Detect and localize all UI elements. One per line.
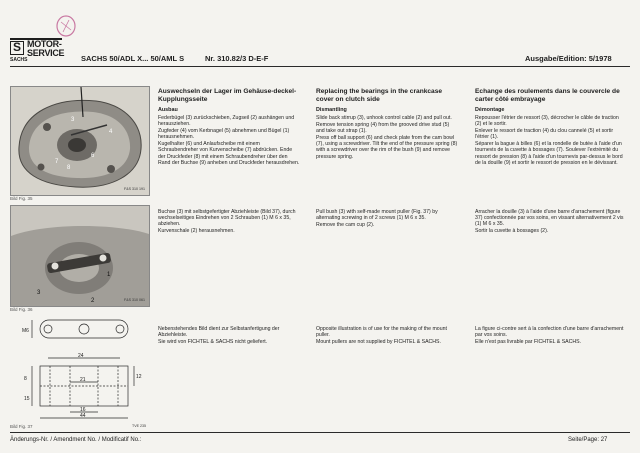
english-step-5: Remove the cam cup (2). <box>316 222 375 229</box>
french-step-2: Enlever le ressort de traction (4) du clou cannelé (5) et sortir l'étrier (1). <box>475 127 614 141</box>
english-step-2: Remove tension spring (4) from the grooved drive stud (5) and take out strap (1). <box>316 121 450 134</box>
german-column-3 <box>158 326 300 347</box>
french-step-3: Séparer la bague à billes (6) et la rondelle de butée à l'aide d'un tournevis de la cuvette à bossages (7). Soulever l'extrémité du ressort de pression (8) à l'aide d'un tournevis par-dessus le bord de la douille (9) et sortir le ressort de pression en le dévissant. <box>475 141 623 166</box>
svg-text:7: 7 <box>55 159 59 165</box>
english-note-2: Mount pullers are not supplied by FICHTEL & SACHS. <box>316 339 441 346</box>
figure-37-caption: Bild Fig. 37 <box>10 424 33 429</box>
french-column <box>475 88 625 167</box>
figure-35-photo <box>10 86 150 196</box>
german-note-1: Nebenstehendes Bild dient zur Selbstanfertigung der Abziehleiste. <box>158 326 280 339</box>
figure-37-drawing <box>10 316 148 424</box>
document-number: Nr. 310.82/3 D-E-F <box>205 54 269 63</box>
figure-35-code: F&S 310 191 <box>124 187 145 191</box>
german-column-2 <box>158 209 300 236</box>
logo-text-sub: SACHS <box>10 57 28 63</box>
logo-text-bottom: SERVICE <box>27 48 65 58</box>
german-step-2: Zugfeder (4) vom Kerbnagel (5) abnehmen und Bügel (1) herausnehmen. <box>158 127 290 141</box>
dim-21: 21 <box>80 377 86 383</box>
dim-8: 8 <box>24 376 27 382</box>
english-step-3: Press off ball support (6) and check plate from the cam bowl (7), using a screwdriver. Tilt the end of the pressure spring (8) with a screwdriver over the rim of the bush (9) and remove pressure spring. <box>316 135 458 160</box>
header-rule <box>10 66 630 67</box>
svg-text:6: 6 <box>91 153 95 159</box>
english-column <box>316 88 458 161</box>
english-step-4: Pull bush (3) with self-made mount puller (Fig. 37) by alternating screwing in of 2 screws (1) M 6 x 35. <box>316 209 438 222</box>
french-note-1: La figure ci-contre sert à la confection d'une barre d'arrachement par vos soins. <box>475 326 624 339</box>
svg-text:1: 1 <box>107 272 111 278</box>
figure-35-caption: Bild Fig. 35 <box>10 196 33 201</box>
figure-37-code: TVE 235 <box>132 424 146 428</box>
german-step-4: Buchse (3) mit selbstgefertigter Abziehleiste (Bild 37), durch wechselseitiges Eindrehen von 2 Schrauben (1) M 6 x 35, abziehen. <box>158 209 296 228</box>
clutch-cover-photo-illustration <box>11 87 149 195</box>
bush-puller-photo-illustration <box>11 206 149 306</box>
dim-44: 44 <box>80 413 86 419</box>
french-subtitle: Démontage <box>475 107 505 113</box>
english-title: Replacing the bearings in the crankcase cover on clutch side <box>316 88 443 103</box>
model-title: SACHS 50/ADL X... 50/AML S <box>81 54 185 63</box>
dim-15: 15 <box>24 396 30 402</box>
svg-text:3: 3 <box>71 117 75 123</box>
english-note-1: Opposite illustration is of use for the making of the mount puller. <box>316 326 447 339</box>
figure-36-photo <box>10 205 150 307</box>
svg-text:3: 3 <box>37 290 41 296</box>
edition-label: Ausgabe/Edition: 5/1978 <box>525 54 612 63</box>
german-column <box>158 88 300 167</box>
svg-text:4: 4 <box>109 129 113 135</box>
figure-36-code: F&S 310 061 <box>124 298 145 302</box>
french-title: Echange des roulements dans le couvercle de carter côté embrayage <box>475 88 620 103</box>
figure-36-caption: Bild Fig. 36 <box>10 307 33 312</box>
french-note-2: Elle n'est pas livrable par FICHTEL & SACHS. <box>475 339 582 346</box>
french-column-3 <box>475 326 625 347</box>
svg-text:2: 2 <box>91 298 95 304</box>
amendment-label: Änderungs-Nr. / Amendment No. / Modificatif No.: <box>10 437 142 443</box>
german-title: Auswechseln der Lager im Gehäuse-deckel-Kupplungsseite <box>158 88 297 103</box>
page-number: Seite/Page: 27 <box>568 437 608 443</box>
logo-s-mark: S <box>10 41 24 55</box>
dim-12: 12 <box>136 374 142 380</box>
german-subtitle: Ausbau <box>158 107 178 113</box>
german-note-2: Sie wird von FICHTEL & SACHS nicht geliefert. <box>158 339 268 346</box>
french-step-4: Arracher la douille (3) à l'aide d'une barre d'arrachement (figure 37) confectionnée par vos soins, en vissant alternativement 2 vis (1) M 6 x 35. <box>475 209 624 228</box>
svg-text:8: 8 <box>67 165 71 171</box>
stamp-mark <box>55 14 77 38</box>
footer-rule <box>10 432 630 433</box>
german-step-1: Federbügel (3) zurückschieben, Zugseil (2) aushängen und herausziehen. <box>158 114 295 127</box>
french-step-1: Repousser l'étrier de ressort (3), décrocher le câble de traction (2) et le sortir. <box>475 114 619 127</box>
german-step-3: Kugelhalter (6) und Anlaufscheibe mit einem Schraubendreher von Kurvenscheibe (7) abdrücken. Ende der Druckfeder (8) mit einem Schraubendreher über den Rand der Buchse (9) anheben und Druckfeder herausdrehen. <box>158 141 300 166</box>
dim-16: 16 <box>80 407 86 413</box>
english-subtitle: Dismantling <box>316 107 347 113</box>
sachs-motor-service-logo <box>10 38 65 66</box>
dim-thread: M6 <box>22 328 29 334</box>
german-step-5: Kurvenschale (2) herausnehmen. <box>158 228 235 235</box>
english-step-1: Slide back stirrup (3), unhook control cable (2) and pull out. <box>316 114 452 121</box>
french-column-2 <box>475 209 625 236</box>
english-column-2 <box>316 209 458 230</box>
logo-text-top: MOTOR- <box>27 39 62 49</box>
english-column-3 <box>316 326 458 347</box>
dim-24: 24 <box>78 353 84 359</box>
french-step-5: Sortir la cuvette à bossages (2). <box>475 228 549 235</box>
